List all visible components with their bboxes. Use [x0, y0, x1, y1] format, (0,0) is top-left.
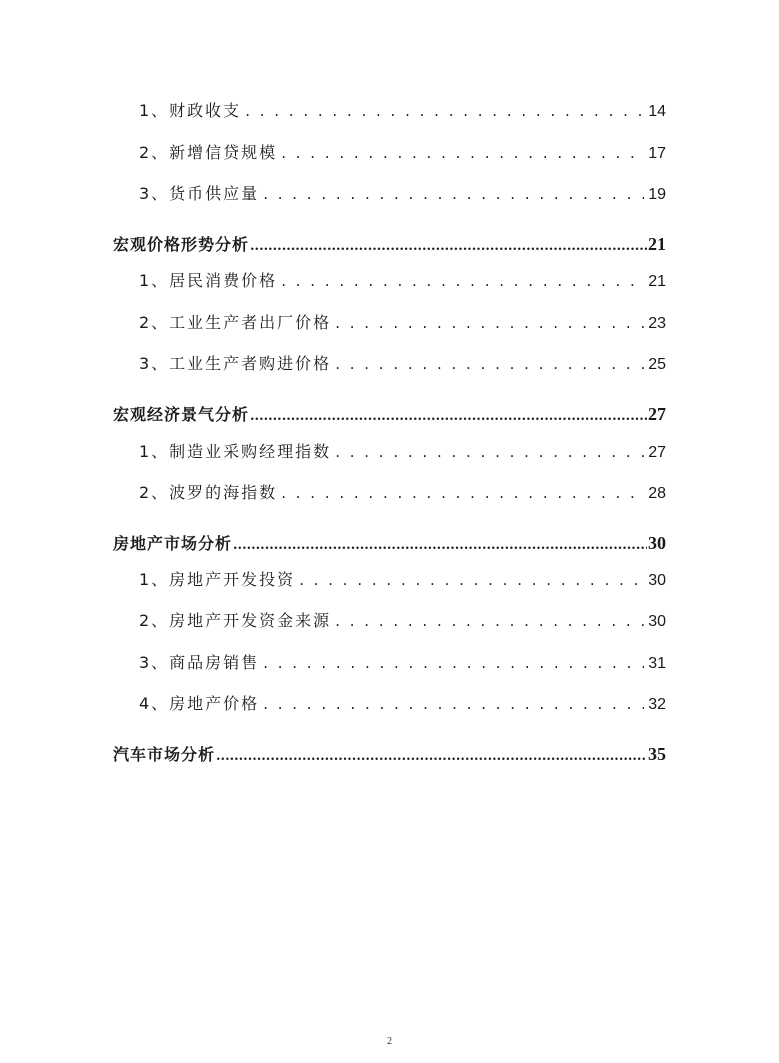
toc-section-label: 汽车市场分析: [113, 745, 216, 764]
page-number: 2: [387, 1036, 392, 1047]
toc-entry-re-funding[interactable]: [139, 608, 666, 631]
toc-section-page: 30: [648, 533, 666, 553]
toc-dot-leader: [250, 235, 647, 254]
toc-entry-page: 17: [648, 145, 666, 162]
toc-entry-label: 3、商品房销售: [139, 653, 260, 672]
toc-entry-page: 31: [648, 655, 666, 672]
toc-entry-page: 27: [648, 444, 666, 461]
toc-entry-label: 3、货币供应量: [139, 184, 260, 203]
toc-entry-page: 21: [648, 273, 666, 290]
toc-dot-leader: [263, 184, 644, 203]
toc-entry-housing-sales[interactable]: [139, 650, 666, 673]
toc-dot-leader: [299, 570, 644, 589]
toc-section-label: 宏观价格形势分析: [113, 235, 250, 254]
toc-entry-page: 30: [648, 613, 666, 630]
toc-dot-leader: [245, 101, 644, 120]
toc-entry-label: 2、房地产开发资金来源: [139, 611, 332, 630]
toc-dot-leader: [335, 442, 644, 461]
toc-section-sentiment[interactable]: [113, 402, 666, 425]
toc-dot-leader: [281, 143, 644, 162]
toc-section-auto[interactable]: [113, 742, 666, 765]
toc-entry-page: 28: [648, 485, 666, 502]
toc-entry-re-investment[interactable]: [139, 567, 666, 590]
toc-dot-leader: [335, 611, 644, 630]
toc-entry-baltic[interactable]: [139, 480, 666, 503]
toc-section-page: 21: [648, 234, 666, 254]
toc-entry-label: 1、居民消费价格: [139, 271, 278, 290]
toc-dot-leader: [335, 313, 644, 332]
toc-entry-label: 2、波罗的海指数: [139, 483, 278, 502]
toc-dot-leader: [335, 354, 644, 373]
toc-entry-label: 1、房地产开发投资: [139, 570, 296, 589]
toc-dot-leader: [281, 271, 644, 290]
toc-dot-leader: [281, 483, 644, 502]
toc-dot-leader: [233, 534, 647, 553]
toc-entry-ppi[interactable]: [139, 310, 666, 333]
toc-dot-leader: [250, 405, 647, 424]
toc-entry-page: 23: [648, 315, 666, 332]
toc-section-page: 27: [648, 404, 666, 424]
toc-entry-label: 2、工业生产者出厂价格: [139, 313, 332, 332]
toc-entry-label: 4、房地产价格: [139, 694, 260, 713]
toc-entry-label: 2、新增信贷规模: [139, 143, 278, 162]
toc-entry-fiscal[interactable]: [139, 98, 666, 121]
toc-entry-money-supply[interactable]: [139, 181, 666, 204]
toc-entry-ppirm[interactable]: [139, 351, 666, 374]
toc-entry-pmi[interactable]: [139, 439, 666, 462]
toc-entry-page: 25: [648, 356, 666, 373]
toc-section-page: 35: [648, 744, 666, 764]
toc-entry-re-prices[interactable]: [139, 691, 666, 714]
toc-section-price[interactable]: [113, 232, 666, 255]
toc-section-label: 房地产市场分析: [113, 534, 233, 553]
toc-section-label: 宏观经济景气分析: [113, 405, 250, 424]
toc-dot-leader: [216, 745, 647, 764]
toc-entry-page: 32: [648, 696, 666, 713]
toc-entry-label: 1、财政收支: [139, 101, 242, 120]
toc-section-real-estate[interactable]: [113, 531, 666, 554]
toc-dot-leader: [263, 653, 644, 672]
toc-entry-page: 30: [648, 572, 666, 589]
toc-entry-page: 14: [648, 103, 666, 120]
toc-entry-label: 1、制造业采购经理指数: [139, 442, 332, 461]
toc-entry-label: 3、工业生产者购进价格: [139, 354, 332, 373]
toc-entry-cpi[interactable]: [139, 268, 666, 291]
toc-entry-new-credit[interactable]: [139, 140, 666, 163]
toc-entry-page: 19: [648, 186, 666, 203]
toc-dot-leader: [263, 694, 644, 713]
